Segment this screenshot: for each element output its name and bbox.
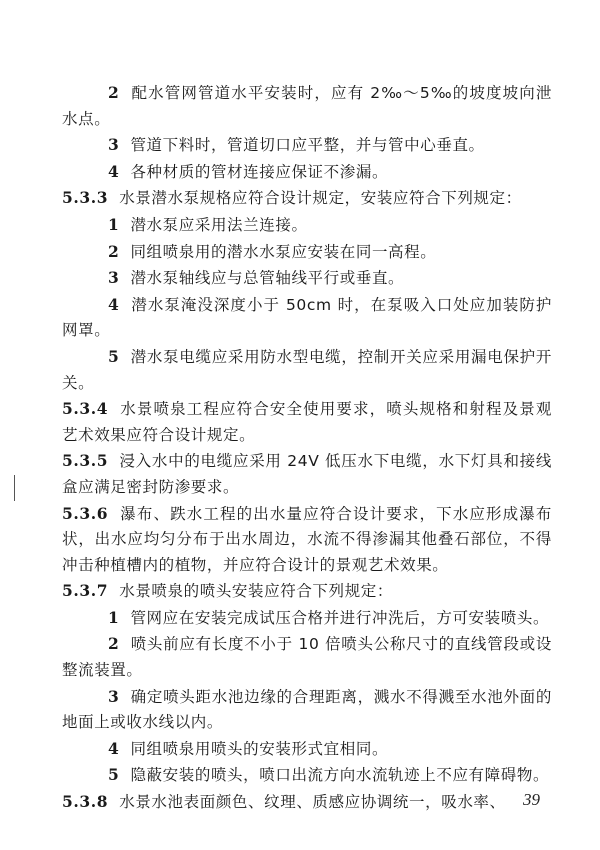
item-2-elevation [62,239,552,266]
item-number: 3 [108,268,120,288]
item-4-form [62,736,552,763]
item-text: 潜水泵电缆应采用防水型电缆，控制开关应采用漏电保护开关。 [62,347,552,392]
item-text: 潜水泵应采用法兰连接。 [130,215,308,234]
item-text: 管道下料时，管道切口应平整，并与管中心垂直。 [130,136,485,155]
item-text: 潜水泵轴线应与总管轴线平行或垂直。 [130,269,405,288]
item-number: 3 [108,686,120,706]
item-text: 管网应在安装完成试压合格并进行冲洗后，方可安装喷头。 [130,608,550,627]
clause-text: 水景水池表面颜色、纹理、质感应协调统一，吸水率、 [119,793,506,812]
item-text: 隐蔽安装的喷头，喷口出流方向水流轨迹上不应有障碍物。 [130,766,550,785]
clause-number: 5.3.3 [62,188,109,208]
item-number: 4 [108,738,120,758]
clause-text: 水景喷泉工程应符合安全使用要求，喷头规格和射程及景观艺术效果应符合设计规定。 [62,400,552,444]
clause-5-3-5 [62,448,552,500]
item-text: 同组喷泉用喷头的安装形式宜相同。 [130,739,389,758]
item-2-slope [62,80,552,132]
clause-text: 水景喷泉的喷头安装应符合下列规定： [119,582,393,601]
clause-number: 5.3.4 [62,399,109,419]
clause-text: 水景潜水泵规格应符合设计规定，安装应符合下列规定： [119,189,522,208]
item-1-flush [62,605,552,632]
item-3-distance [62,684,552,736]
item-5-cable [62,344,552,396]
clause-number: 5.3.6 [62,503,109,523]
item-number: 2 [108,634,120,654]
item-number: 1 [108,214,120,234]
item-3-cut [62,132,552,159]
item-4-depth [62,292,552,344]
clause-5-3-7 [62,578,552,605]
item-number: 4 [108,161,120,181]
clause-text: 瀑布、跌水工程的出水量应符合设计要求，下水应形成瀑布状，出水应均匀分布于出水周边，水流不得渗漏其他叠石部位，不得冲击种植槽内的植物，并应符合设计的景观艺术效果。 [62,504,552,574]
clause-5-3-3 [62,185,552,212]
clause-text: 浸入水中的电缆应采用 24V 低压水下电缆，水下灯具和接线盒应满足密封防渗要求。 [62,452,552,496]
clause-number: 5.3.5 [62,451,109,471]
item-text: 各种材质的管材连接应保证不渗漏。 [130,162,389,181]
item-number: 2 [108,83,120,102]
item-number: 3 [108,135,120,155]
item-1-flange [62,212,552,239]
item-number: 4 [108,294,120,314]
item-5-hidden [62,762,552,789]
clause-number: 5.3.7 [62,581,109,601]
page-number: 39 [523,790,540,809]
item-number: 1 [108,607,120,627]
item-2-straight-pipe [62,631,552,683]
clause-5-3-4 [62,396,552,448]
clause-5-3-8 [62,789,552,816]
item-text: 配水管网管道水平安装时，应有 2‰～5‰的坡度坡向泄水点。 [62,84,552,128]
item-text: 喷头前应有长度不小于 10 倍喷头公称尺寸的直线管段或设整流装置。 [62,635,552,680]
clause-5-3-6 [62,501,552,579]
item-4-leak [62,159,552,186]
item-number: 2 [108,241,120,261]
binding-mark [14,475,15,501]
clause-number: 5.3.8 [62,792,109,812]
item-text: 同组喷泉用的潜水水泵应安装在同一高程。 [130,242,437,261]
item-text: 潜水泵淹没深度小于 50cm 时，在泵吸入口处应加装防护网罩。 [62,295,552,340]
item-number: 5 [108,346,120,366]
item-text: 确定喷头距水池边缘的合理距离，溅水不得溅至水池外面的地面上或收水线以内。 [62,687,552,732]
item-3-axis [62,265,552,292]
body-text [62,80,552,816]
item-number: 5 [108,765,120,785]
